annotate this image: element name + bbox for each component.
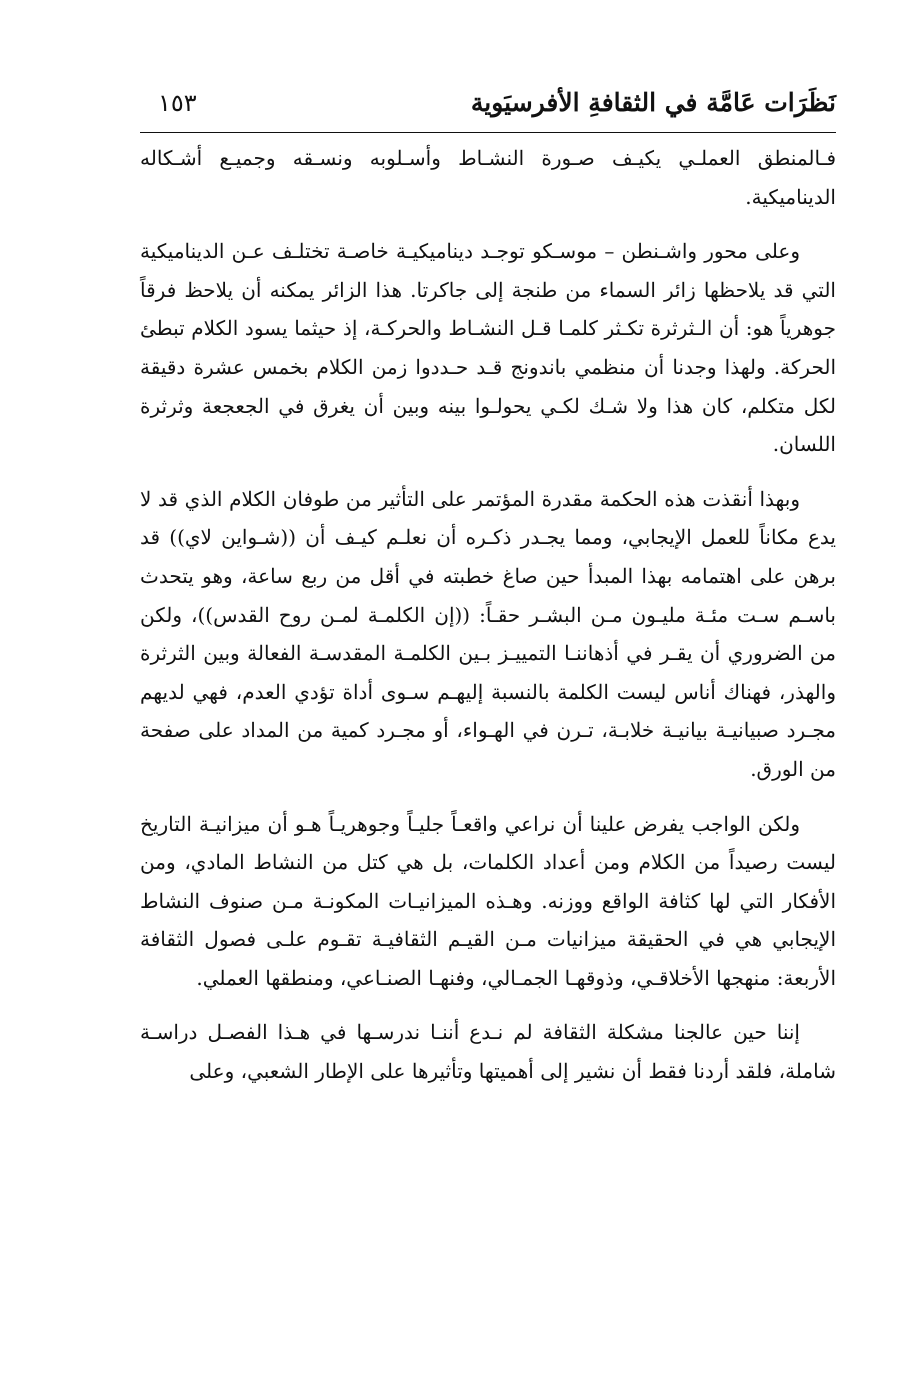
header-title: نَظَرَات عَامَّة في الثقافةِ الأفرسيَوية bbox=[470, 88, 836, 117]
paragraph: ولكن الواجب يفرض علينا أن نراعي واقعـاً جليـاً وجوهريـاً هـو أن ميزانيـة التاريخ ليست رصيداً من الكلام ومن أعداد الكلمات، بل هي كتل من النشاط المادي، ومن الأفكار التي لها كثافة الواقع ووزنه. وهـذه الميزانيـات المكونـة مـن صنوف النشاط الإيجابي هي في الحقيقة ميزانيات مـن القيـم الثقافيـة تقـوم علـى فصول الثقافة الأربعة: منهجها الأخلاقـي، وذوقهـا الجمـالي، وفنهـا الصنـاعي، ومنطقها العملي. bbox=[140, 811, 836, 990]
running-header bbox=[140, 88, 836, 132]
header-rule bbox=[140, 132, 836, 133]
page-number: ١٥٣ bbox=[158, 89, 197, 117]
paragraph: إننا حين عالجنا مشكلة الثقافة لم نـدع أننـا ندرسـها في هـذا الفصـل دراسـة شاملة، فلقد أردنا فقط أن نشير إلى أهميتها وتأثيرها على الإطار الشعبي، وعلى bbox=[140, 1020, 836, 1084]
paragraph: وبهذا أنقذت هذه الحكمة مقدرة المؤتمر على التأثير من طوفان الكلام الذي قد لا يدع مكاناً للعمل الإيجابي، ومما يجـدر ذكـره أن نعلـم كيـف أن ((شـواين لاي)) قد برهن على اهتمامه بهذا المبدأ حين صاغ خطبته في أقل من ربع ساعة، وهو يتحدث باسـم سـت مئـة مليـون مـن البشـر حقـاً: ((إن الكلمـة لمـن روح القدس))، ولكن من الضروري أن يقـر في أذهاننـا التمييـز بـين الكلمـة المقدسـة الفعالة وبين الثرثرة والهذر، فهناك أناس ليست الكلمة بالنسبة إليهـم سـوى أداة تؤدي العدم، فهي لديهم مجـرد صبيانيـة بيانيـة خلابـة، تـرن في الهـواء، أو مجـرد كمية من المداد على صفحة من الورق. bbox=[140, 486, 836, 781]
paragraph: وعلى محور واشـنطن – موسـكو توجـد ديناميكيـة خاصـة تختلـف عـن الديناميكية التي قد يلاحظها زائر السماء من طنجة إلى جاكرتا. هذا الزائر يمكنه أن يلاحظ فرقاً جوهرياً هو: أن الـثرثرة تكـثر كلمـا قـل النشـاط والحركـة، إذ حيثما يسود الكلام تبطئ الحركة. ولهذا وجدنا أن منظمي باندونج قـد حـددوا زمن الكلام بخمس عشرة دقيقة لكل متكلم، كان هذا ولا شـك لكـي يحولـوا بينه وبين أن يغرق في الجعجعة وثرثرة اللسان. bbox=[140, 239, 836, 457]
body-text bbox=[140, 139, 836, 1091]
book-page bbox=[140, 88, 836, 1107]
paragraph: فـالمنطق العملـي يكيـف صـورة النشـاط وأسـلوبه ونسـقه وجميـع أشـكاله الديناميكية. bbox=[140, 146, 836, 209]
